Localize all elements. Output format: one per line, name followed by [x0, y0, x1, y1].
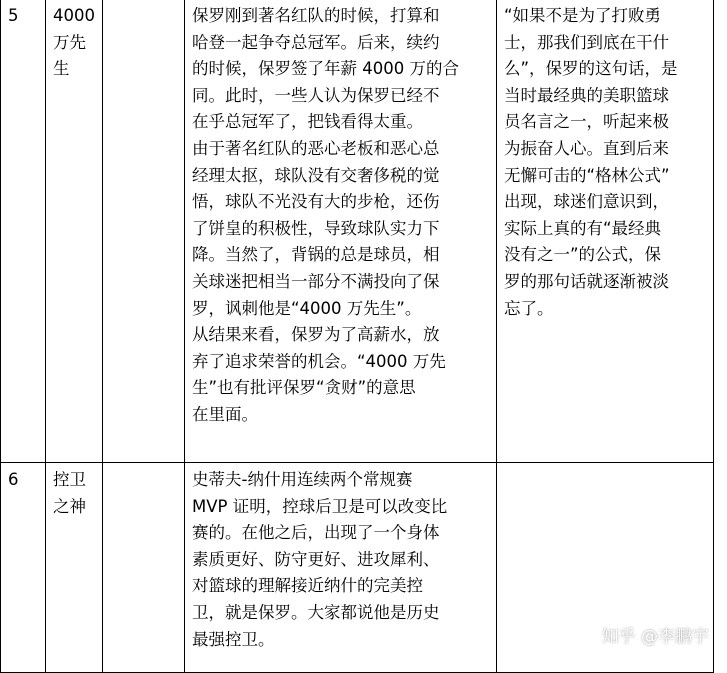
empty-cell: [103, 0, 185, 463]
watermark: 知乎 @李鹏宇: [601, 627, 709, 647]
row-comment: “如果不是为了打败勇 士，那我们到底在干什 么”，保罗的这句话，是 当时最经典的美职篮球 员名言之一，听起来极 为振奋人心。直到后来 无懈可击的“格林公式” 出现，球迷们意识到， 实际上真的有“最经典 没有之一”的公式，保 罗的那句话就逐渐被淡 忘了。: [497, 0, 714, 463]
row-number: 5: [1, 0, 46, 463]
empty-cell: [103, 463, 185, 673]
table-row: [1, 0, 714, 463]
row-description: 保罗刚到著名红队的时候，打算和 哈登一起争夺总冠军。后来，续约 的时候，保罗签了年薪 4000 万的合 同。此时，一些人认为保罗已经不 在乎总冠军了，把钱看得太重。 由于著名红队的恶心老板和恶心总 经理太抠，球队没有交奢侈税的觉 悟，球队不光没有大的步枪，还伤 了饼皇的积极性，导致球队实力下 降。当然了，背锅的总是球员，相 关球迷把相当一部分不满投向了保 罗，讽刺他是“4000 万先生”。 从结果来看，保罗为了高薪水，放 弃了追求荣誉的机会。“4000 万先 生”也有批评保罗“贪财”的意思 在里面。: [185, 0, 497, 463]
row-title: 控卫 之神: [46, 463, 103, 673]
row-title: 4000 万先 生: [46, 0, 103, 463]
row-number: 6: [1, 463, 46, 673]
row-description: 史蒂夫-纳什用连续两个常规赛 MVP 证明，控球后卫是可以改变比 赛的。在他之后，出现了一个身体 素质更好、防守更好、进攻犀利、 对篮球的理解接近纳什的完美控 卫，就是保罗。大家都说他是历史 最强控卫。: [185, 463, 497, 673]
